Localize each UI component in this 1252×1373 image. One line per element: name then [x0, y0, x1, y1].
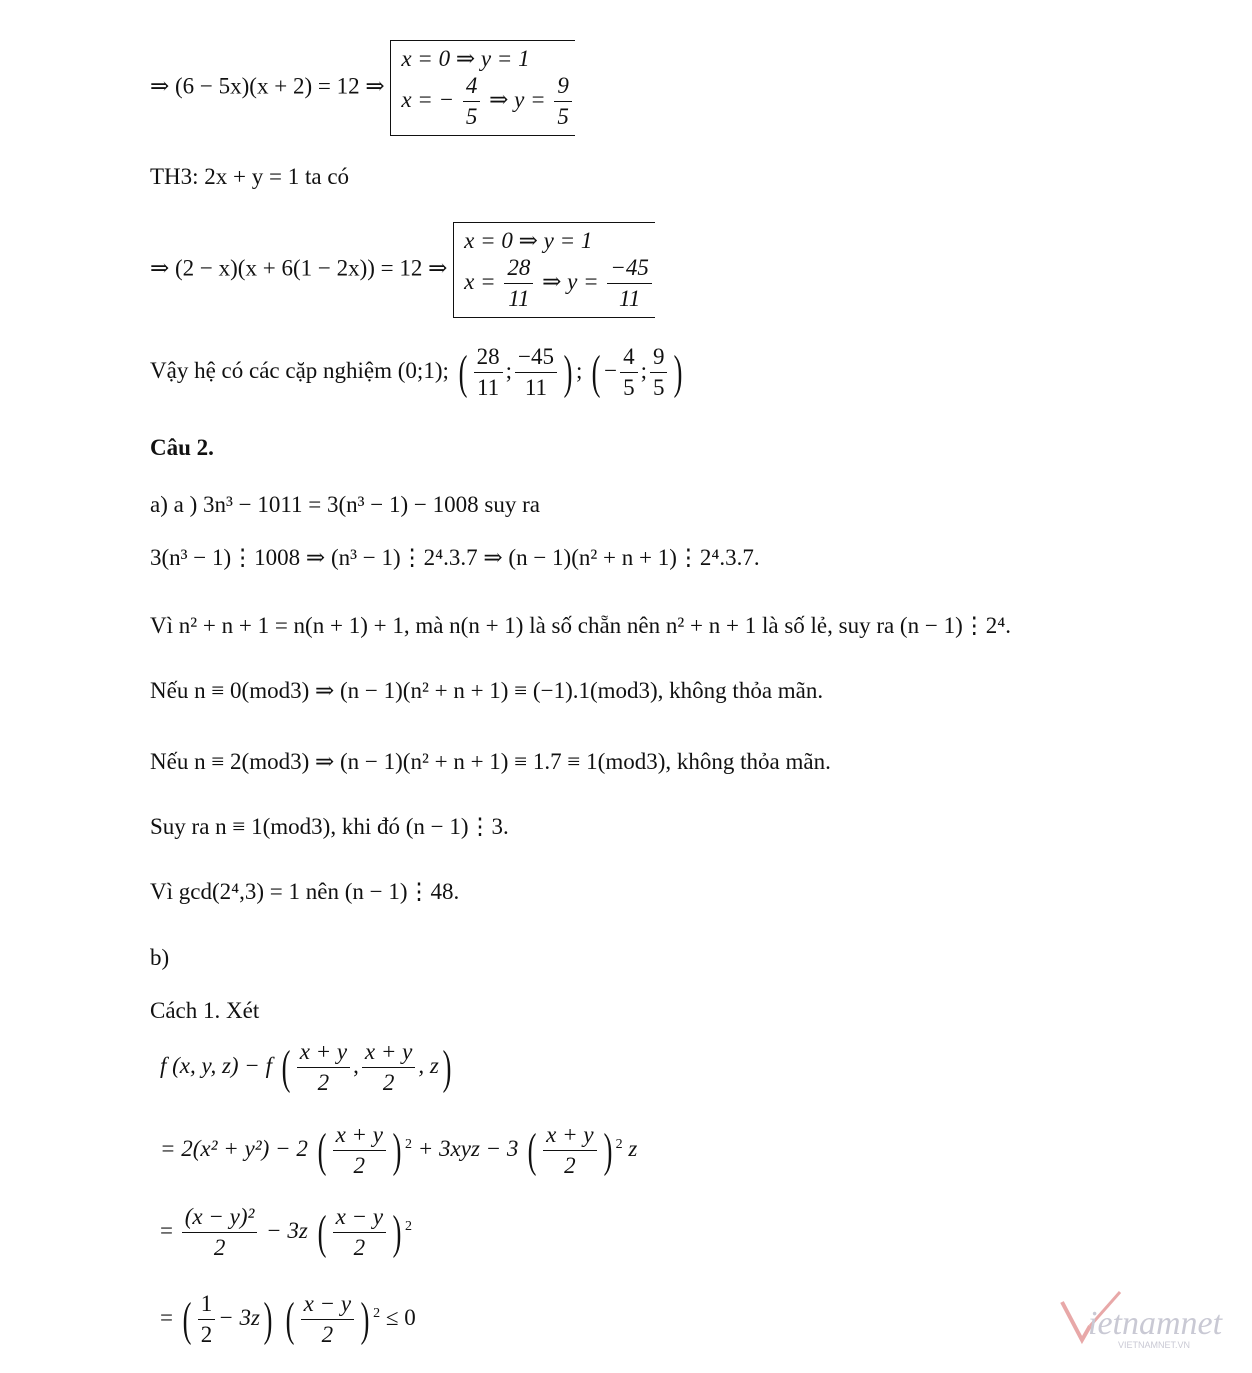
text-a7: Vì gcd(2⁴,3) = 1 nên (n − 1)⋮48.	[150, 879, 460, 904]
svg-text:VIETNAMNET.VN: VIETNAMNET.VN	[1118, 1340, 1191, 1350]
heading-cau2: Câu 2.	[150, 435, 214, 460]
eq-prefix: ⇒ (2 − x)(x + 6(1 − 2x)) = 12 ⇒	[150, 255, 448, 281]
text-a1: a) a ) 3n³ − 1011 = 3(n³ − 1) − 1008 suy ra	[150, 492, 540, 517]
vietnamnet-logo	[1060, 1290, 1235, 1352]
svg-text:ietnamnet: ietnamnet	[1088, 1305, 1223, 1342]
text-a2: 3(n³ − 1)⋮1008 ⇒ (n³ − 1)⋮2⁴.3.7 ⇒ (n − 1)(n² + n + 1)⋮2⁴.3.7.	[150, 545, 760, 570]
logo-mark-icon	[1060, 1290, 1235, 1352]
formula-3: = $\frac{\text{(x − y)²}}{2}$ − 3z ( $\frac{x - y}{2}$ ) $^2$	[160, 1204, 413, 1261]
case-row-2: x = $\frac{28}{11}$ ⇒ y = $\frac{-45}{11}$	[464, 254, 655, 313]
text-a5: Nếu n ≡ 2(mod3) ⇒ (n − 1)(n² + n + 1) ≡ 1.7 ≡ 1(mod3), không thỏa mãn.	[150, 749, 831, 774]
case-row-1: x = 0 ⇒ y = 1	[464, 228, 593, 253]
text-a4: Nếu n ≡ 0(mod3) ⇒ (n − 1)(n² + n + 1) ≡ (−1).1(mod3), không thỏa mãn.	[150, 678, 824, 703]
equation-case3	[150, 222, 655, 318]
equation-case2	[150, 40, 575, 136]
conclusion: Vậy hệ có các cặp nghiệm (0;1); ( $\frac{28}{11}$ ; $\frac{-45}{11}$ ) ; ( − $\frac{4}{5}$ ; $\frac{9}{5}$ )	[150, 344, 683, 401]
formula-4: = ( $\frac{1}{2}$ − 3z) ( $\frac{x - y}{2}$ ) $^2$ ≤ 0	[160, 1291, 416, 1348]
case-row-1: x = 0 ⇒ y = 1	[401, 46, 530, 71]
formula-1: f (x, y, z) − f ( $\frac{x + y}{2}$ , $\frac{x + y}{2}$ , z)	[160, 1039, 452, 1096]
eq-prefix: ⇒ (6 − 5x)(x + 2) = 12 ⇒	[150, 73, 385, 99]
case-bracket	[390, 40, 575, 136]
case-row-2: x = − $\frac{4}{5}$ ⇒ y = $\frac{9}{5}$	[401, 72, 575, 131]
text-a6: Suy ra n ≡ 1(mod3), khi đó (n − 1)⋮3.	[150, 814, 509, 839]
text-a3: Vì n² + n + 1 = n(n + 1) + 1, mà n(n + 1) là số chẵn nên n² + n + 1 là số lẻ, suy ra (n − 1)⋮2⁴.	[150, 613, 1011, 638]
case-bracket	[453, 222, 655, 318]
th3-text: TH3: 2x + y = 1 ta có	[150, 164, 350, 189]
formula-2: = 2(x² + y²) − 2 ( $\frac{x + y}{2}$ ) $^2$ + 3xyz − 3 ( $\frac{x + y}{2}$ ) $^2$ z	[160, 1122, 638, 1179]
text-b: b)	[150, 945, 170, 970]
text-cach1: Cách 1. Xét	[150, 998, 260, 1023]
